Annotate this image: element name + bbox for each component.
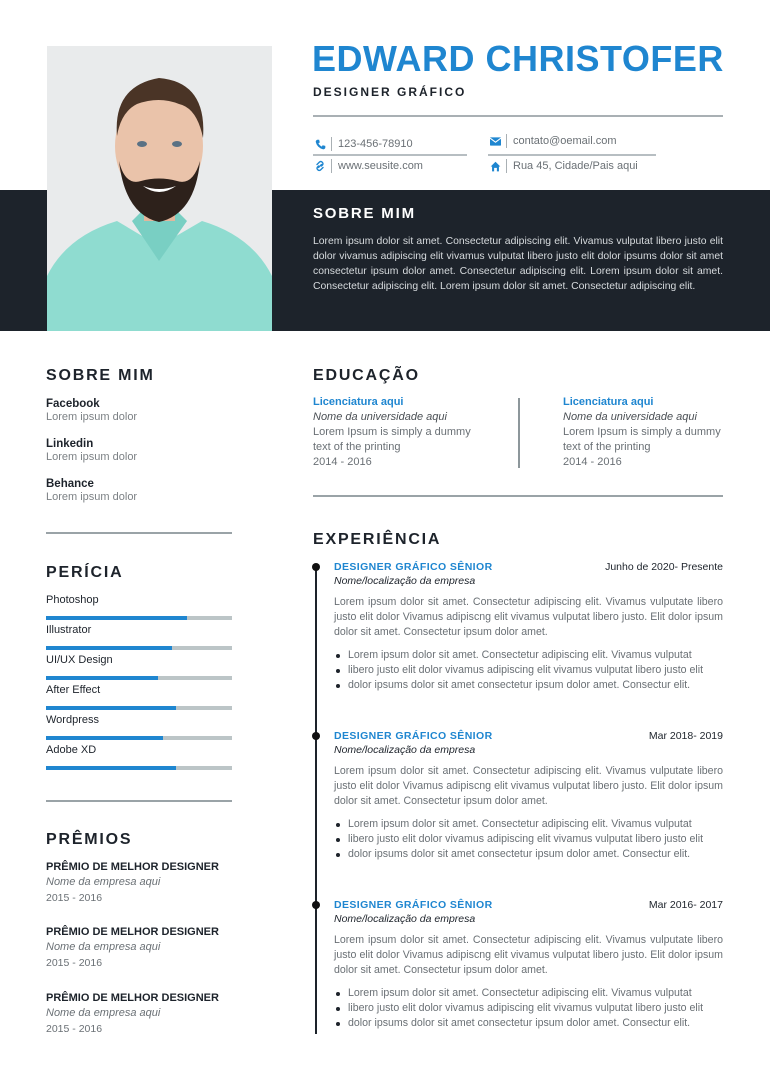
about-title: SOBRE MIM [313, 205, 416, 222]
skill-bar-fill [46, 676, 158, 680]
email-value[interactable]: contato@oemail.com [513, 135, 617, 147]
education-university: Nome da universidade aqui [313, 411, 447, 423]
social-value: Lorem ipsum dolor [46, 451, 138, 463]
skill-photoshop [46, 593, 232, 620]
person-role: DESIGNER GRÁFICO [313, 85, 467, 99]
contact-separator [331, 159, 332, 173]
education-years: 2014 - 2016 [313, 456, 372, 468]
social-item-behance[interactable] [46, 477, 137, 504]
social-name: Linkedin [46, 438, 94, 450]
timeline-dot-icon [312, 732, 320, 740]
education-section-title: EDUCAÇÃO [313, 367, 420, 384]
education-description: Lorem Ipsum is simply a dummy text of the printing [563, 426, 721, 453]
skill-bar-fill [46, 646, 172, 650]
education-item [563, 395, 728, 470]
award-title: PRÊMIO DE MELHOR DESIGNER [46, 992, 219, 1004]
skill-adobe-xd [46, 743, 232, 770]
skills-section-title: PERÍCIA [46, 564, 124, 581]
award-title: PRÊMIO DE MELHOR DESIGNER [46, 926, 219, 938]
job-company: Nome/localização da empresa [334, 913, 476, 925]
skill-bar-track [46, 736, 232, 740]
experience-item [334, 730, 723, 862]
skill-bar-fill [46, 766, 176, 770]
profile-photo [47, 46, 272, 331]
job-date: Mar 2016- 2017 [648, 899, 723, 911]
job-bullet: dolor ipsums dolor sit amet consectetur ipsum dolor amet. Consectur elit. [334, 1016, 723, 1031]
home-icon [488, 159, 502, 173]
skill-name: Wordpress [46, 714, 99, 726]
job-bullet: dolor ipsums dolor sit amet consectetur ipsum dolor amet. Consectur elit. [334, 678, 723, 693]
education-years: 2014 - 2016 [563, 456, 622, 468]
job-title: DESIGNER GRÁFICO SÊNIOR [334, 561, 493, 573]
contact-address [488, 158, 638, 174]
left-divider [46, 532, 232, 534]
education-item [313, 395, 488, 470]
skill-bar-fill [46, 706, 176, 710]
experience-section-title: EXPERIÊNCIA [313, 531, 442, 548]
job-company: Nome/localização da empresa [334, 575, 476, 587]
job-bullet: Lorem ipsum dolor sit amet. Consectetur adipiscing elit. Vivamus vulputat [334, 817, 723, 832]
education-university: Nome da universidade aqui [563, 411, 697, 423]
left-divider [46, 800, 232, 802]
address-value: Rua 45, Cidade/Pais aqui [513, 160, 638, 172]
link-icon [313, 159, 327, 173]
skill-bar-track [46, 676, 232, 680]
website-value[interactable]: www.seusite.com [338, 160, 423, 172]
award-title: PRÊMIO DE MELHOR DESIGNER [46, 861, 219, 873]
job-bullets [334, 817, 723, 862]
job-bullet: libero justo elit dolor vivamus adipiscing elit vivamus vulputat libero justo elit [334, 1001, 723, 1016]
job-bullet: Lorem ipsum dolor sit amet. Consectetur adipiscing elit. Vivamus vulputat [334, 648, 723, 663]
award-item [46, 991, 219, 1037]
job-title: DESIGNER GRÁFICO SÊNIOR [334, 730, 493, 742]
timeline-dot-icon [312, 563, 320, 571]
job-bullet: dolor ipsums dolor sit amet consectetur ipsum dolor amet. Consectur elit. [334, 847, 723, 862]
social-section-title: SOBRE MIM [46, 367, 155, 384]
skill-bar-fill [46, 616, 187, 620]
skill-after-effect [46, 683, 232, 710]
job-description: Lorem ipsum dolor sit amet. Consectetur adipiscing elit. Vivamus vulputate libero justo elit dolor Vivamus adipiscng elit vivamus vulputat libero justo. Elit dolor ipsum dolor sit amet. Consectetur ipsum dolor amet. [334, 934, 723, 976]
social-value: Lorem ipsum dolor [46, 491, 138, 503]
timeline-dot-icon [312, 901, 320, 909]
skill-bar-track [46, 706, 232, 710]
job-bullet: Lorem ipsum dolor sit amet. Consectetur adipiscing elit. Vivamus vulputat [334, 986, 723, 1001]
contact-website[interactable] [313, 158, 423, 174]
award-years: 2015 - 2016 [46, 892, 103, 904]
phone-value: 123-456-78910 [338, 138, 413, 150]
portrait-illustration [47, 46, 272, 331]
award-org: Nome da empresa aqui [46, 876, 161, 888]
award-org: Nome da empresa aqui [46, 1007, 161, 1019]
skill-bar-track [46, 616, 232, 620]
job-date: Junho de 2020- Presente [605, 561, 723, 573]
contact-separator [331, 137, 332, 151]
skill-uiux-design [46, 653, 232, 680]
award-item [46, 860, 219, 906]
contact-divider [488, 154, 656, 156]
job-description: Lorem ipsum dolor sit amet. Consectetur adipiscing elit. Vivamus vulputate libero justo elit dolor Vivamus adipiscng elit vivamus vulputat libero justo. Elit dolor ipsum dolor sit amet. Consectetur ipsum dolor amet. [334, 765, 723, 807]
contact-divider [313, 154, 467, 156]
phone-icon [313, 137, 327, 151]
social-value: Lorem ipsum dolor [46, 411, 138, 423]
job-bullet: libero justo elit dolor vivamus adipiscing elit vivamus vulputat libero justo elit [334, 832, 723, 847]
skill-name: Illustrator [46, 624, 92, 636]
contact-separator [506, 159, 507, 173]
job-company: Nome/localização da empresa [334, 744, 476, 756]
contact-email[interactable] [488, 133, 617, 149]
skill-bar-fill [46, 736, 163, 740]
skill-name: Adobe XD [46, 744, 97, 756]
contact-separator [506, 134, 507, 148]
skill-bar-track [46, 646, 232, 650]
education-bottom-divider [313, 495, 723, 497]
job-title: DESIGNER GRÁFICO SÊNIOR [334, 899, 493, 911]
education-degree: Licenciatura aqui [313, 396, 404, 408]
job-bullet: libero justo elit dolor vivamus adipiscing elit vivamus vulputat libero justo elit [334, 663, 723, 678]
about-text: Lorem ipsum dolor sit amet. Consectetur adipiscing elit. Vivamus vulputat libero justo elit dolor vivamus adipiscing elit vivamus vulputat libero justo elit dolor ipsums dolor sit amet consectetur ipsum dolor amet. Consectetur adipiscing elit. Lorem ipsum dolor sit amet. Consectetur adipiscing elit. Lorem ipsum dolor sit amet. Consectetur adipiscing elit. [313, 236, 723, 292]
skill-illustrator [46, 623, 232, 650]
education-description: Lorem Ipsum is simply a dummy text of the printing [313, 426, 471, 453]
envelope-icon [488, 134, 502, 148]
social-name: Behance [46, 478, 94, 490]
header-divider [313, 115, 723, 117]
skill-bar-track [46, 766, 232, 770]
skill-name: After Effect [46, 684, 101, 696]
skill-name: UI/UX Design [46, 654, 113, 666]
social-item-linkedin[interactable] [46, 437, 137, 464]
experience-item [334, 899, 723, 1031]
award-item [46, 925, 219, 971]
skill-name: Photoshop [46, 594, 99, 606]
award-years: 2015 - 2016 [46, 957, 103, 969]
education-divider [518, 398, 520, 468]
education-degree: Licenciatura aqui [563, 396, 654, 408]
award-org: Nome da empresa aqui [46, 941, 161, 953]
social-name: Facebook [46, 398, 100, 410]
experience-item [334, 561, 723, 693]
job-date: Mar 2018- 2019 [648, 730, 723, 742]
job-bullets [334, 648, 723, 693]
job-bullets [334, 986, 723, 1031]
experience-timeline-line [315, 567, 317, 1034]
award-years: 2015 - 2016 [46, 1023, 103, 1035]
person-name: EDWARD CHRISTOFER [312, 38, 724, 79]
skill-wordpress [46, 713, 232, 740]
social-item-facebook[interactable] [46, 397, 137, 424]
awards-section-title: PRÊMIOS [46, 831, 133, 848]
job-description: Lorem ipsum dolor sit amet. Consectetur adipiscing elit. Vivamus vulputate libero justo elit dolor Vivamus adipiscng elit vivamus vulputat libero justo. Elit dolor ipsum dolor sit amet. Consectetur ipsum dolor amet. [334, 596, 723, 638]
contact-phone [313, 136, 413, 152]
